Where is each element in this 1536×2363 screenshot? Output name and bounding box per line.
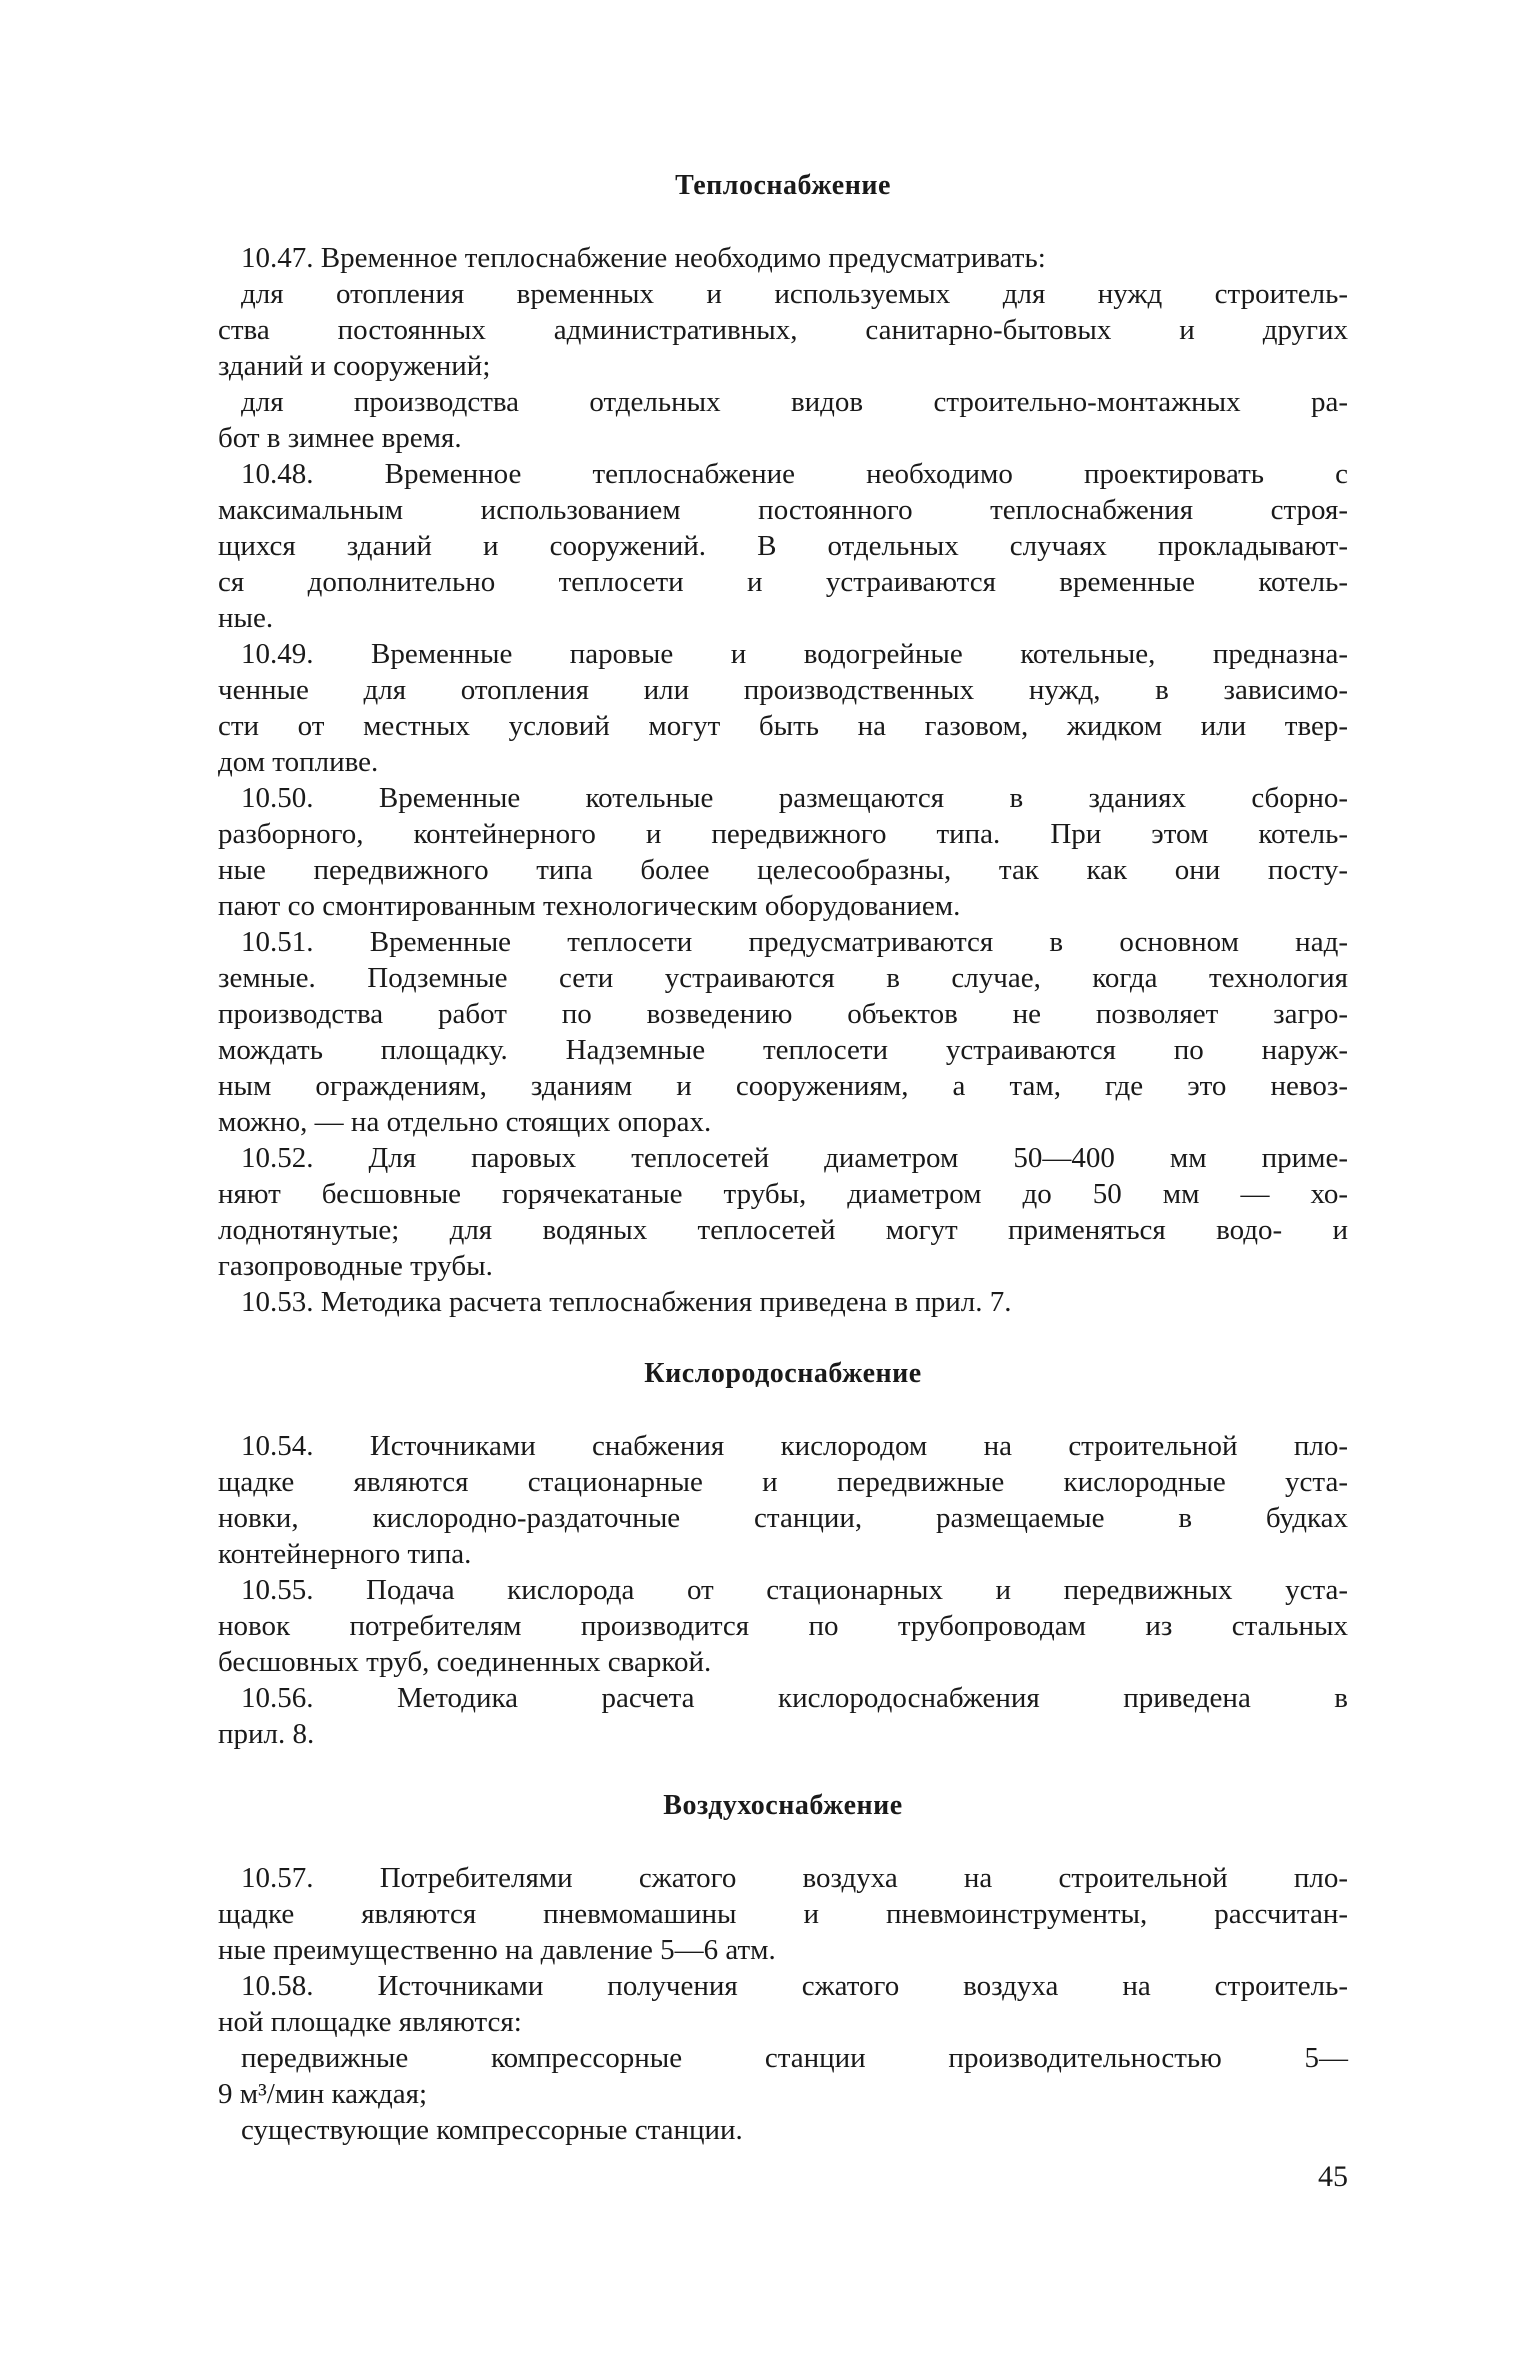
paragraph <box>218 1860 1348 1968</box>
section <box>218 168 1348 1320</box>
paragraph <box>218 2112 1348 2148</box>
text-line: контейнерного типа. <box>218 1538 472 1570</box>
paragraph <box>218 1680 1348 1752</box>
text-line: можно, — на отдельно стоящих опорах. <box>218 1106 712 1138</box>
text-line: земные. Подземные сети устраиваются в случае, когда технология <box>218 962 1348 994</box>
text-line: 10.55. Подача кислорода от стационарных и передвижных уста- <box>241 1574 1348 1606</box>
text-line: ства постоянных административных, санитарно-бытовых и других <box>218 314 1348 346</box>
paragraph <box>218 780 1348 924</box>
paragraph <box>218 636 1348 780</box>
text-line: газопроводные трубы. <box>218 1250 493 1282</box>
text-line: зданий и сооружений; <box>218 350 491 382</box>
section-heading: Воздухоснабжение <box>663 1790 903 1821</box>
text-line: 10.53. Методика расчета теплоснабжения приведена в прил. 7. <box>241 1286 1012 1318</box>
paragraph <box>218 276 1348 384</box>
section-heading: Теплоснабжение <box>675 170 891 201</box>
paragraph <box>218 1968 1348 2040</box>
text-line: разборного, контейнерного и передвижного типа. При этом котель- <box>218 818 1348 850</box>
text-line: передвижные компрессорные станции производительностью 5— <box>241 2042 1348 2074</box>
text-line: 10.52. Для паровых теплосетей диаметром 50—400 мм приме- <box>241 1142 1348 1174</box>
text-line: 10.47. Временное теплоснабжение необходимо предусматривать: <box>241 242 1046 274</box>
text-line: новки, кислородно-раздаточные станции, размещаемые в будках <box>218 1502 1348 1534</box>
text-line: няют бесшовные горячекатаные трубы, диаметром до 50 мм — хо- <box>218 1178 1348 1210</box>
text-line: 10.50. Временные котельные размещаются в зданиях сборно- <box>241 782 1348 814</box>
text-line: новок потребителям производится по трубопроводам из стальных <box>218 1610 1348 1642</box>
text-line: лоднотянутые; для водяных теплосетей могут применяться водо- и <box>218 1214 1348 1246</box>
text-line: 9 м³/мин каждая; <box>218 2078 428 2110</box>
text-line: ной площадке являются: <box>218 2006 522 2038</box>
text-line: ные. <box>218 602 274 634</box>
text-line: ным ограждениям, зданиям и сооружениям, а там, где это невоз- <box>218 1070 1348 1102</box>
text-line: сти от местных условий могут быть на газовом, жидком или твер- <box>218 710 1348 742</box>
text-line: ные передвижного типа более целесообразны, так как они посту- <box>218 854 1348 886</box>
page-number: 45 <box>1318 2160 1348 2193</box>
text-line: для производства отдельных видов строительно-монтажных ра- <box>241 386 1348 418</box>
text-line: существующие компрессорные станции. <box>241 2114 743 2146</box>
text-line: максимальным использованием постоянного теплоснабжения строя- <box>218 494 1348 526</box>
text-line: прил. 8. <box>218 1718 315 1750</box>
text-line: ченные для отопления или производственных нужд, в зависимо- <box>218 674 1348 706</box>
text-line: дом топливе. <box>218 746 379 778</box>
paragraph <box>218 1428 1348 1572</box>
text-line: ся дополнительно теплосети и устраиваются временные котель- <box>218 566 1348 598</box>
text-line: ные преимущественно на давление 5—6 атм. <box>218 1934 776 1966</box>
text-line: 10.56. Методика расчета кислородоснабжения приведена в <box>241 1682 1348 1714</box>
paragraph <box>218 240 1348 276</box>
text-line: для отопления временных и используемых для нужд строитель- <box>241 278 1348 310</box>
paragraph <box>218 1572 1348 1680</box>
paragraph <box>218 1284 1348 1320</box>
paragraph <box>218 2040 1348 2112</box>
section <box>218 1788 1348 2148</box>
text-line: щадке являются стационарные и передвижные кислородные уста- <box>218 1466 1348 1498</box>
section <box>218 1356 1348 1752</box>
section-heading: Кислородоснабжение <box>644 1358 922 1389</box>
text-line: мождать площадку. Надземные теплосети устраиваются по наруж- <box>218 1034 1348 1066</box>
text-line: бесшовных труб, соединенных сваркой. <box>218 1646 712 1678</box>
text-line: бот в зимнее время. <box>218 422 462 454</box>
paragraph <box>218 924 1348 1140</box>
text-line: 10.51. Временные теплосети предусматриваются в основном над- <box>241 926 1348 958</box>
text-line: производства работ по возведению объектов не позволяет загро- <box>218 998 1348 1030</box>
document-page <box>218 168 1348 2148</box>
text-line: пают со смонтированным технологическим оборудованием. <box>218 890 961 922</box>
paragraph <box>218 1140 1348 1284</box>
text-line: щихся зданий и сооружений. В отдельных случаях прокладывают- <box>218 530 1348 562</box>
text-line: 10.49. Временные паровые и водогрейные котельные, предназна- <box>241 638 1348 670</box>
text-line: 10.58. Источниками получения сжатого воздуха на строитель- <box>241 1970 1348 2002</box>
text-line: 10.57. Потребителями сжатого воздуха на строительной пло- <box>241 1862 1348 1894</box>
paragraph <box>218 456 1348 636</box>
text-line: 10.54. Источниками снабжения кислородом на строительной пло- <box>241 1430 1348 1462</box>
text-line: щадке являются пневмомашины и пневмоинструменты, рассчитан- <box>218 1898 1348 1930</box>
text-line: 10.48. Временное теплоснабжение необходимо проектировать с <box>241 458 1348 490</box>
paragraph <box>218 384 1348 456</box>
